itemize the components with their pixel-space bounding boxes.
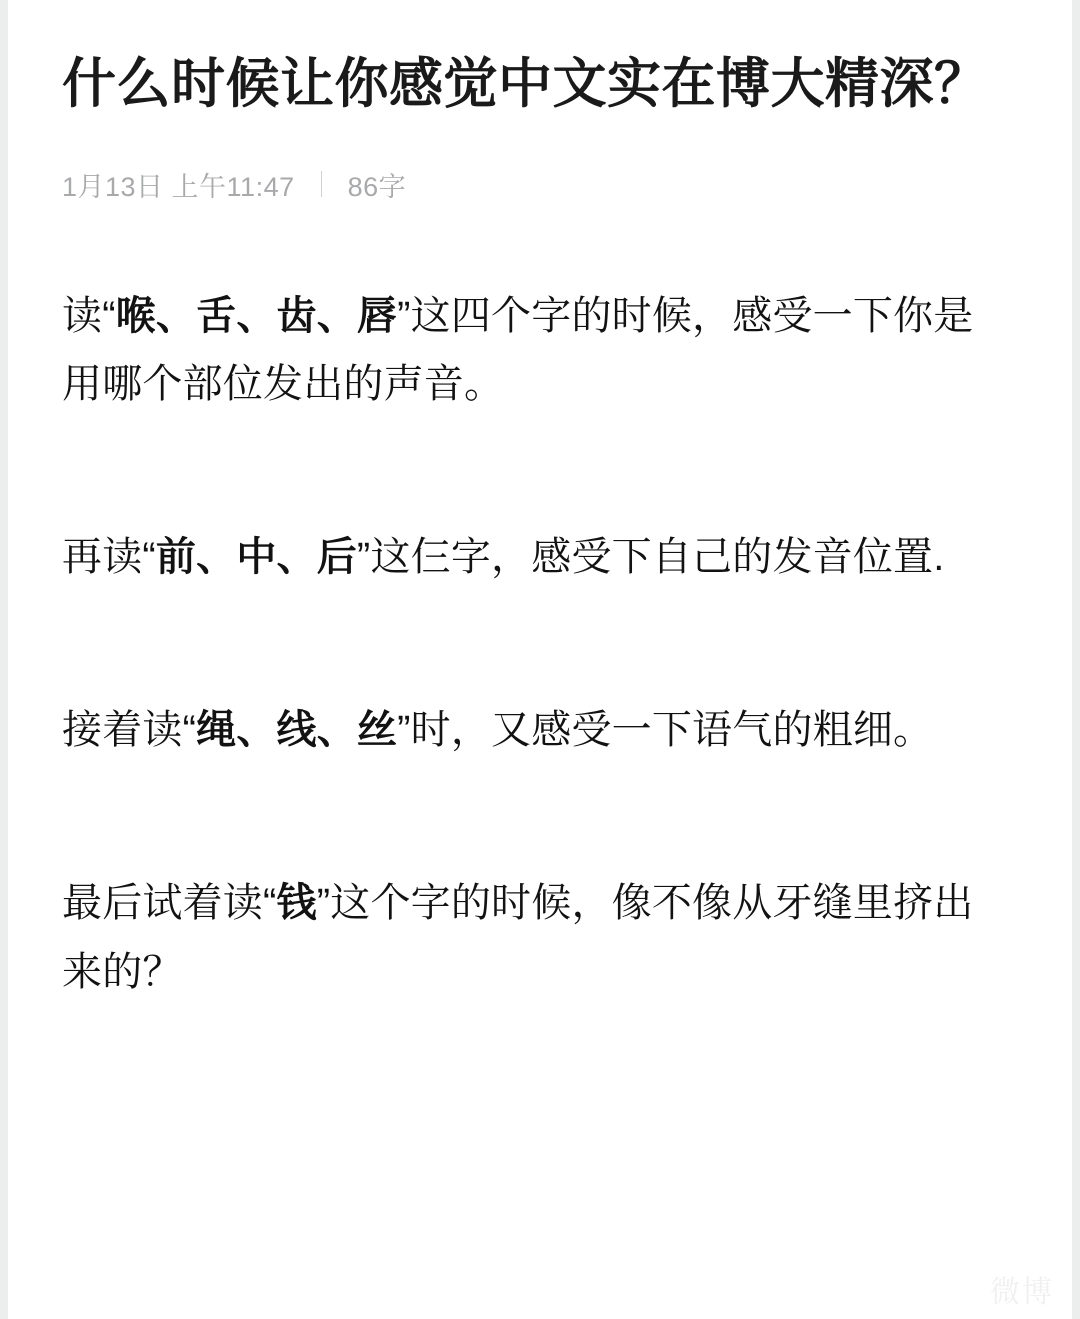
emphasized-text: 喉、舌、齿、唇	[115, 293, 398, 338]
emphasized-text: 前、中、后	[155, 535, 357, 580]
plain-text: 接着读“	[62, 708, 197, 753]
emphasized-text: 钱	[276, 880, 317, 925]
watermark: 微博	[990, 1276, 1054, 1309]
note-paragraph	[62, 523, 997, 592]
note-timestamp: 1月13日 上午11:47	[62, 171, 295, 202]
page-left-edge	[0, 0, 8, 1319]
meta-divider	[321, 171, 322, 197]
plain-text: ”这四个字的时候，感受一下你是用哪个部位发出的声音。	[62, 293, 974, 407]
note-content	[62, 0, 1018, 1006]
page-title: 什么时候让你感觉中文实在博大精深？	[62, 54, 989, 114]
note-paragraph	[62, 869, 997, 1007]
plain-text: 读“	[62, 293, 116, 338]
plain-text: ”这个字的时候，像不像从牙缝里挤出来的？	[62, 880, 974, 994]
emphasized-text: 绳、线、丝	[196, 708, 398, 753]
plain-text: 最后试着读“	[62, 880, 277, 925]
note-paragraph	[62, 696, 997, 765]
note-body	[62, 282, 1018, 1007]
plain-text: 再读“	[62, 535, 156, 580]
note-meta	[62, 165, 1018, 204]
note-word-count: 86字	[347, 171, 407, 202]
note-paragraph	[62, 282, 997, 420]
plain-text: ”时，又感受一下语气的粗细。	[397, 708, 934, 753]
page-right-edge	[1072, 0, 1080, 1319]
plain-text: ”这仨字，感受下自己的发音位置.	[356, 535, 945, 580]
